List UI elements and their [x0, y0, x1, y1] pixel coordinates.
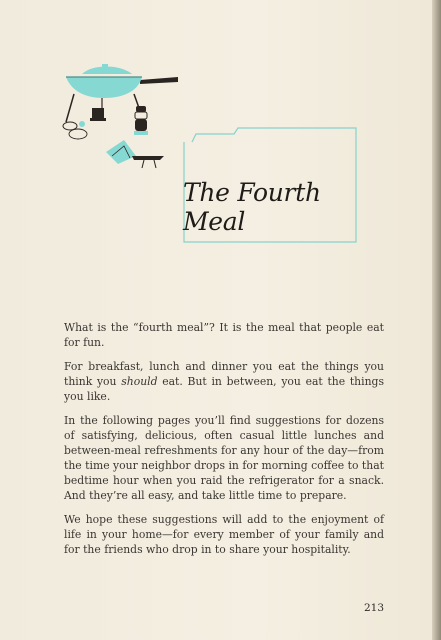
fourth-meal-illustration — [52, 60, 187, 175]
paragraph-2 — [64, 359, 384, 404]
paragraph-2-text-end: eat. But in between, you eat the things you like. — [64, 375, 384, 403]
paragraph-4: We hope these suggestions will add to the enjoyment of life in your home—for every member of your family and for the friends who drop in to share your hospitality. — [64, 513, 384, 556]
chapter-title: The Fourth Meal — [183, 178, 321, 236]
paragraph-2-text: For breakfast, lunch and dinner you eat the things you think you — [64, 360, 384, 388]
body-text — [64, 320, 384, 566]
paragraph-2-emphasis: should — [121, 375, 158, 388]
cup-icon — [63, 121, 87, 139]
paragraph-1: What is the “fourth meal”? It is the meal that people eat for fun. — [64, 321, 384, 349]
paragraph-3: In the following pages you’ll find suggestions for dozens of satisfying, delicious, often casual little lunches and between-meal refreshments for any hour of the day—from the time your neighbor drops in for morning coffee to that bedtime hour when you raid the refrigerator for a snack. And they’re all easy, and take little time to prepare. — [64, 414, 384, 502]
candle-icon — [90, 108, 106, 121]
pepper-mill-icon — [134, 106, 148, 135]
page-number: 213 — [364, 602, 385, 614]
napkin-icon — [106, 140, 164, 168]
page-edge — [432, 0, 441, 640]
chafing-dish-icon — [66, 64, 178, 122]
